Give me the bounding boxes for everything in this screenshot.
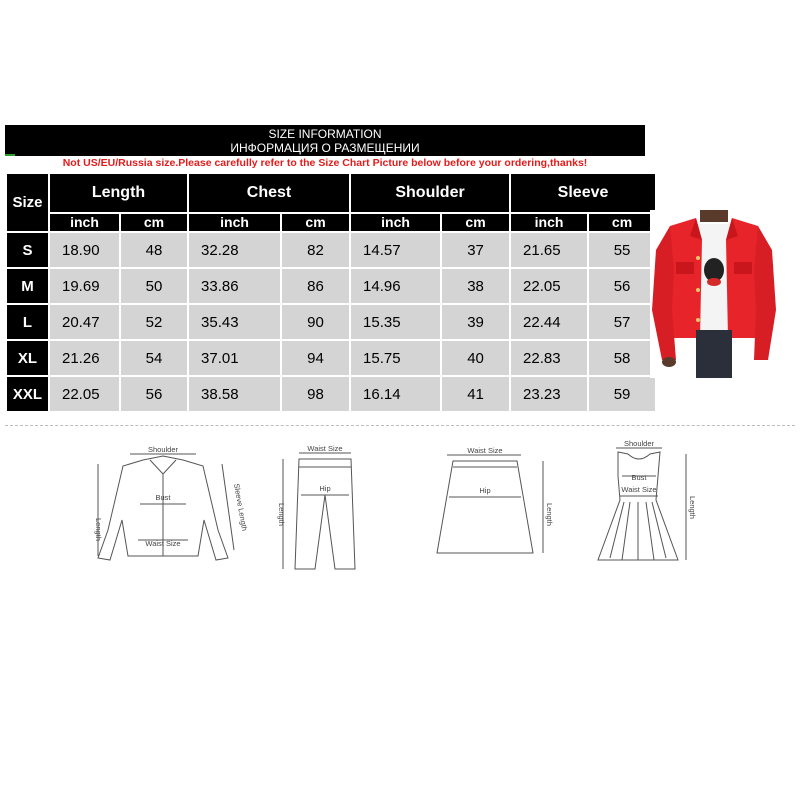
measurement-cell: 56 (589, 269, 655, 303)
measurement-cell: 52 (121, 305, 187, 339)
measurement-cell: 38 (442, 269, 509, 303)
banner-title-ru: ИНФОРМАЦИЯ О РАЗМЕЩЕНИИ (230, 141, 420, 155)
measurement-cell: 18.90 (50, 233, 119, 267)
size-table (5, 172, 657, 413)
measurement-cell: 90 (282, 305, 349, 339)
measurement-cell: 14.96 (351, 269, 440, 303)
jacket-diagram (88, 440, 248, 570)
chest-header: Chest (189, 174, 349, 212)
label-bust: Bust (155, 493, 171, 502)
measurement-cell: 38.58 (189, 377, 280, 411)
unit-header: cm (121, 214, 187, 231)
unit-header: inch (511, 214, 587, 231)
unit-header: cm (442, 214, 509, 231)
measurement-cell: 23.23 (511, 377, 587, 411)
label-waist-size: Waist Size (467, 446, 503, 455)
measurement-cell: 14.57 (351, 233, 440, 267)
label-shoulder: Shoulder (623, 439, 655, 448)
measurement-cell: 37 (442, 233, 509, 267)
measurement-cell: 15.75 (351, 341, 440, 375)
measurement-cell: 22.83 (511, 341, 587, 375)
measurement-cell: 32.28 (189, 233, 280, 267)
pants-diagram (265, 445, 365, 575)
size-table-body (7, 233, 655, 411)
size-label: L (7, 305, 48, 339)
measurement-cell: 33.86 (189, 269, 280, 303)
table-row (7, 377, 655, 411)
measurement-cell: 54 (121, 341, 187, 375)
measurement-cell: 59 (589, 377, 655, 411)
measurement-cell: 20.47 (50, 305, 119, 339)
label-hip: Hip (479, 486, 491, 495)
measurement-cell: 16.14 (351, 377, 440, 411)
measurement-cell: 35.43 (189, 305, 280, 339)
label-bust: Bust (631, 473, 647, 482)
size-label: M (7, 269, 48, 303)
label-sleeve-length: Sleeve Length (232, 482, 250, 532)
dress-diagram (582, 439, 697, 575)
measurement-cell: 82 (282, 233, 349, 267)
measurement-cell: 22.05 (50, 377, 119, 411)
size-label: XL (7, 341, 48, 375)
unit-header: inch (50, 214, 119, 231)
measurement-cell: 21.65 (511, 233, 587, 267)
measurement-cell: 22.05 (511, 269, 587, 303)
size-label: XXL (7, 377, 48, 411)
label-hip: Hip (319, 484, 331, 493)
size-label: S (7, 233, 48, 267)
label-shoulder: Shoulder (147, 445, 179, 454)
measurement-cell: 58 (589, 341, 655, 375)
label-length: Length (688, 496, 697, 519)
measurement-cell: 22.44 (511, 305, 587, 339)
sleeve-header: Sleeve (511, 174, 655, 212)
size-info-banner (5, 125, 645, 156)
length-header: Length (50, 174, 187, 212)
unit-header: cm (282, 214, 349, 231)
skirt-diagram (425, 445, 555, 565)
measurement-cell: 15.35 (351, 305, 440, 339)
label-waist-size: Waist Size (621, 485, 657, 494)
shoulder-header: Shoulder (351, 174, 509, 212)
label-waist-size: Waist Size (307, 444, 343, 453)
measurement-cell: 94 (282, 341, 349, 375)
label-length: Length (94, 518, 103, 541)
unit-header: inch (189, 214, 280, 231)
measurement-cell: 86 (282, 269, 349, 303)
measurement-cell: 50 (121, 269, 187, 303)
measurement-cell: 56 (121, 377, 187, 411)
unit-header: cm (589, 214, 655, 231)
table-row (7, 269, 655, 303)
measurement-cell: 19.69 (50, 269, 119, 303)
table-row (7, 341, 655, 375)
label-length: Length (277, 503, 286, 526)
label-length: Length (545, 503, 554, 526)
measurement-cell: 98 (282, 377, 349, 411)
table-row (7, 233, 655, 267)
measurement-cell: 40 (442, 341, 509, 375)
unit-header: inch (351, 214, 440, 231)
measurement-cell: 48 (121, 233, 187, 267)
label-waist-size: Waist Size (145, 539, 181, 548)
size-column-header: Size (7, 174, 48, 231)
measurement-cell: 57 (589, 305, 655, 339)
measurement-cell: 21.26 (50, 341, 119, 375)
measurement-cell: 37.01 (189, 341, 280, 375)
measurement-cell: 39 (442, 305, 509, 339)
red-jacket-photo (650, 210, 778, 378)
size-notice: Not US/EU/Russia size.Please carefully refer to the Size Chart Picture below before your ordering,thanks! (5, 156, 645, 170)
measurement-cell: 55 (589, 233, 655, 267)
banner-title-en: SIZE INFORMATION (268, 127, 382, 141)
measurement-cell: 41 (442, 377, 509, 411)
table-row (7, 305, 655, 339)
section-divider (5, 425, 795, 426)
